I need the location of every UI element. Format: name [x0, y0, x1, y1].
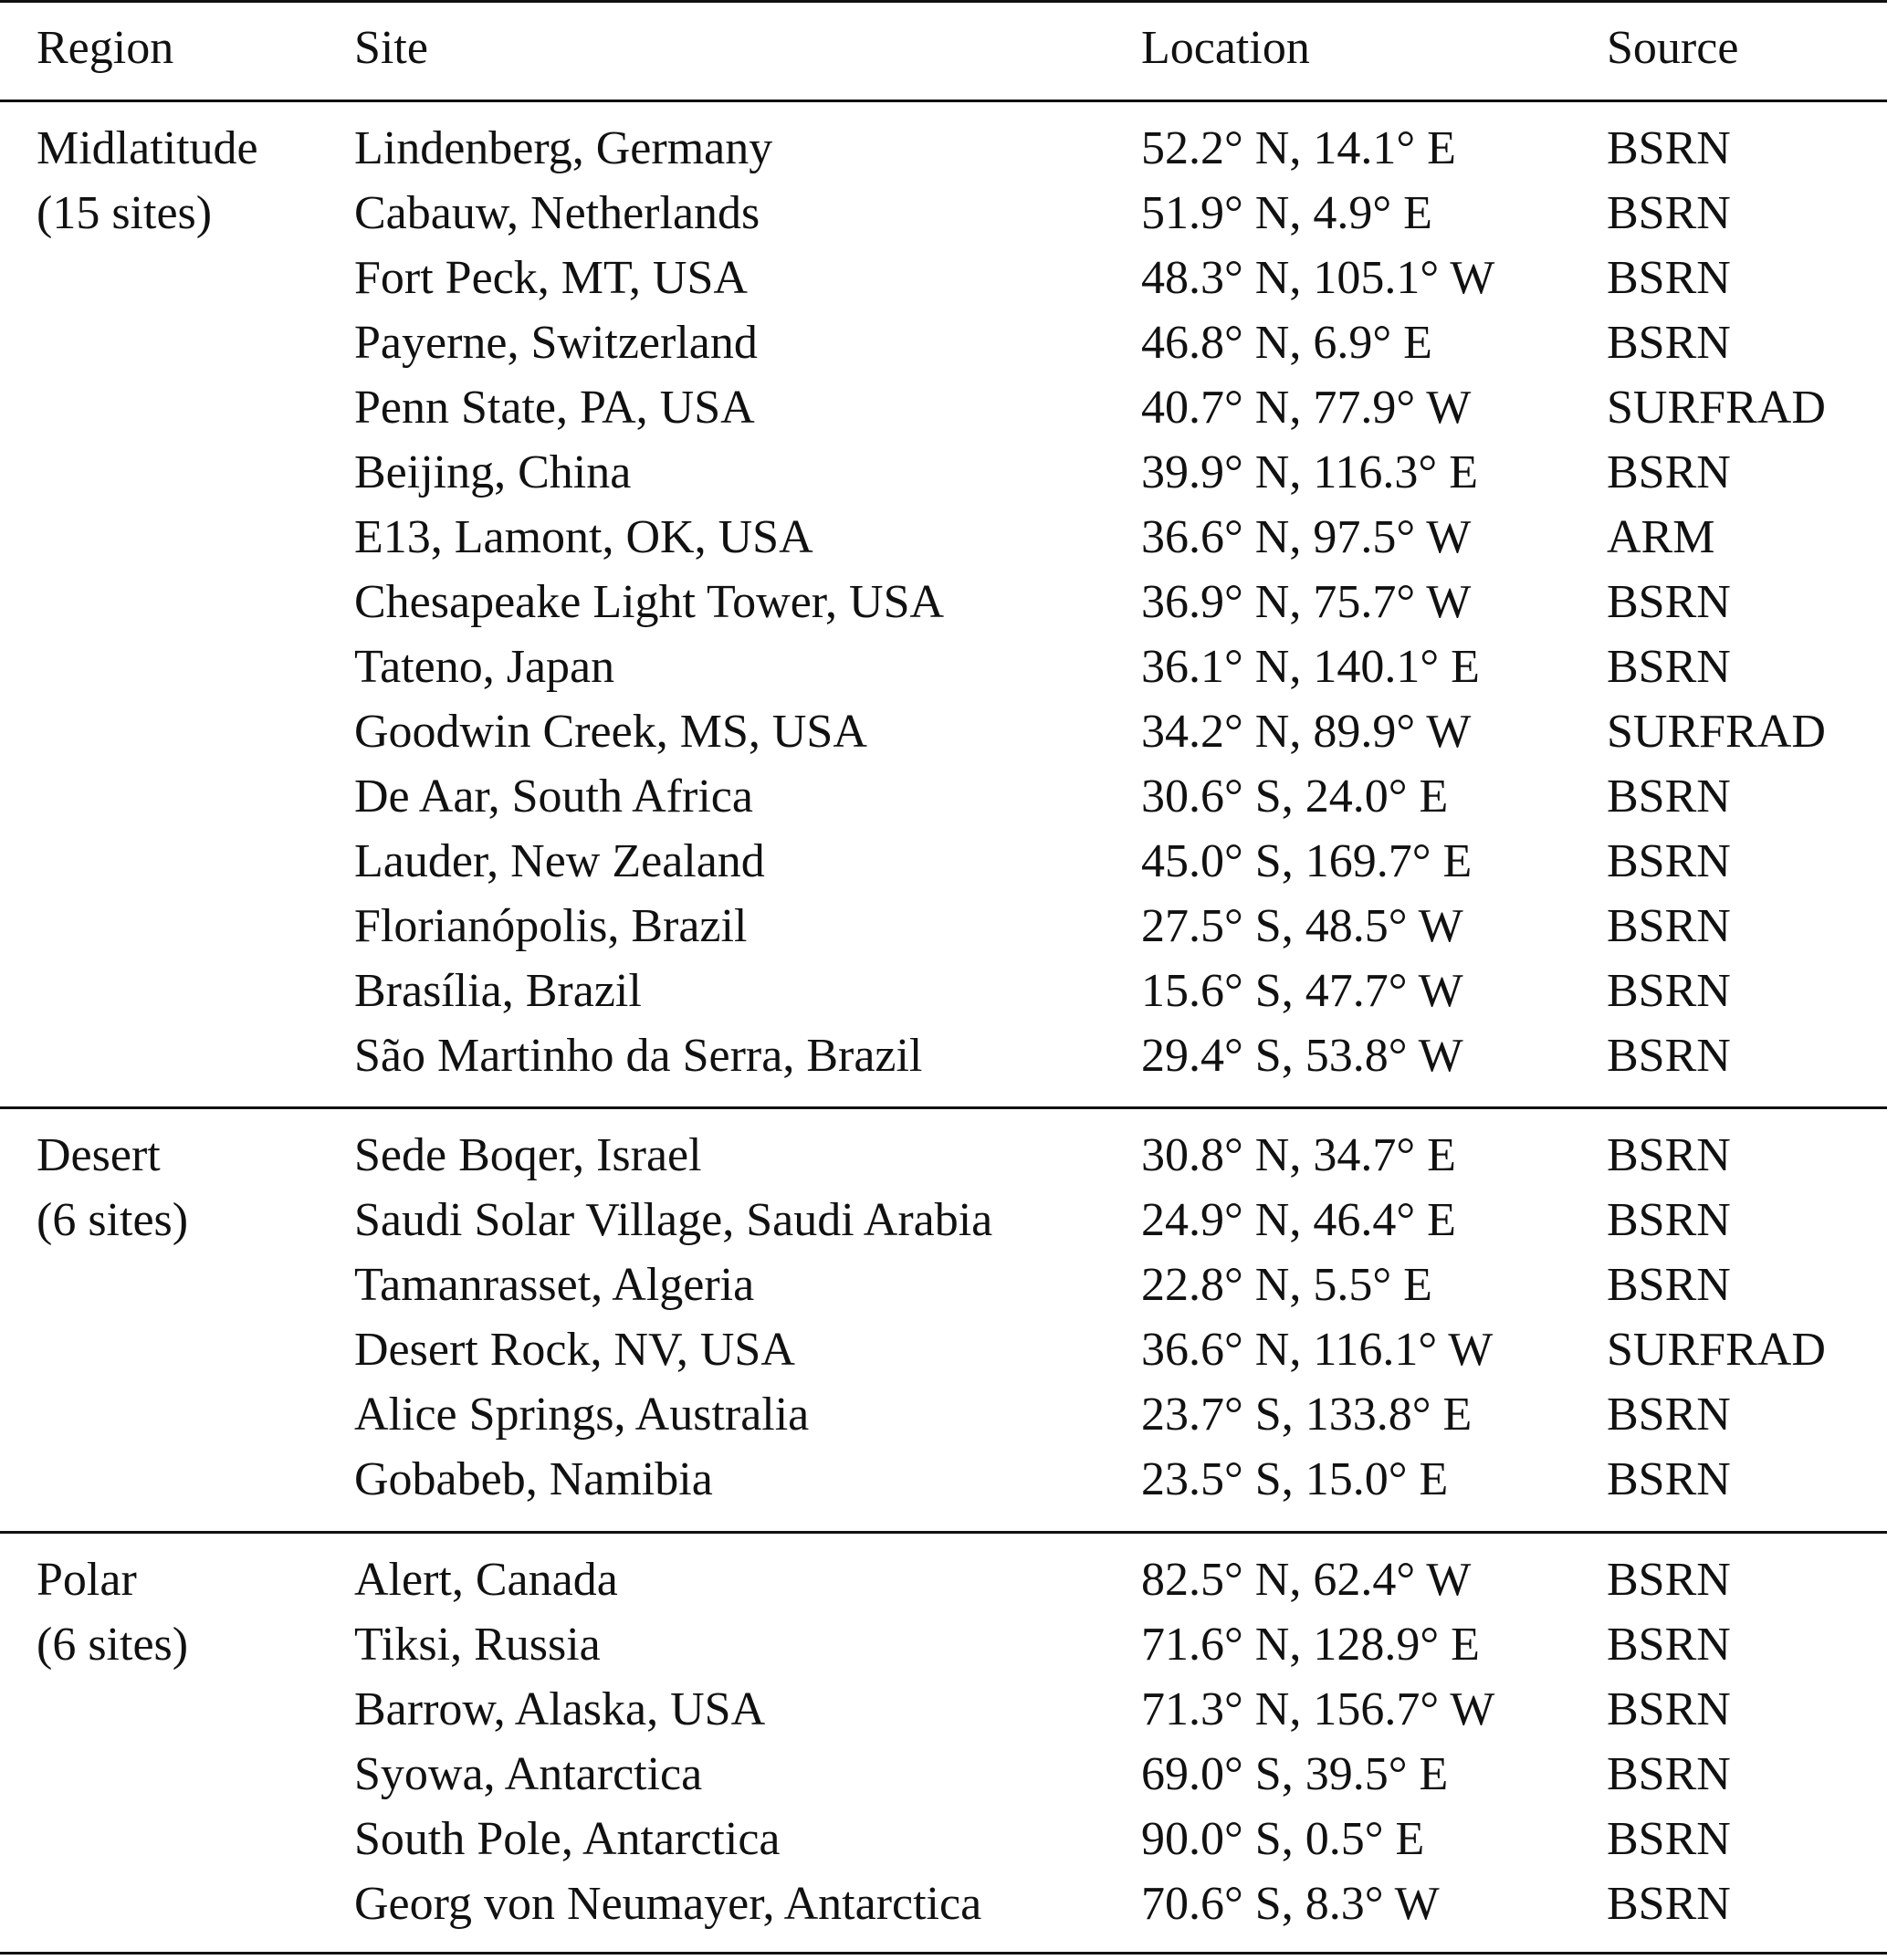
location-cell: 15.6° S, 47.7° W: [1141, 965, 1463, 1017]
site-cell: Desert Rock, NV, USA: [354, 1324, 795, 1376]
source-cell: BSRN: [1607, 187, 1731, 239]
location-cell: 48.3° N, 105.1° W: [1141, 252, 1495, 304]
table-row: [0, 1612, 1887, 1677]
site-cell: Cabauw, Netherlands: [354, 187, 760, 239]
location-cell: 82.5° N, 62.4° W: [1141, 1554, 1472, 1606]
region-name: Desert: [37, 1129, 161, 1181]
site-cell: Goodwin Creek, MS, USA: [354, 706, 867, 758]
source-cell: BSRN: [1607, 1259, 1731, 1311]
site-cell: Georg von Neumayer, Antarctica: [354, 1878, 982, 1930]
header-location: Location: [1141, 22, 1310, 74]
source-cell: BSRN: [1607, 1030, 1731, 1082]
site-cell: Fort Peck, MT, USA: [354, 252, 748, 304]
site-cell: Gobabeb, Namibia: [354, 1453, 713, 1505]
location-cell: 36.1° N, 140.1° E: [1141, 641, 1480, 693]
table-row: [0, 1447, 1887, 1512]
table-row: [0, 1742, 1887, 1807]
site-cell: Saudi Solar Village, Saudi Arabia: [354, 1194, 993, 1246]
location-cell: 36.6° N, 97.5° W: [1141, 511, 1472, 563]
site-cell: Payerne, Switzerland: [354, 317, 758, 369]
source-cell: BSRN: [1607, 1813, 1731, 1865]
site-cell: Beijing, China: [354, 446, 632, 498]
location-cell: 45.0° S, 169.7° E: [1141, 835, 1473, 887]
table-row: [0, 1871, 1887, 1936]
site-cell: Alice Springs, Australia: [354, 1389, 810, 1441]
table-row: [0, 1188, 1887, 1253]
location-cell: 27.5° S, 48.5° W: [1141, 900, 1463, 952]
location-cell: 23.5° S, 15.0° E: [1141, 1453, 1449, 1505]
location-cell: 30.8° N, 34.7° E: [1141, 1129, 1456, 1181]
table-row: [0, 116, 1887, 181]
site-cell: Barrow, Alaska, USA: [354, 1683, 766, 1735]
region-count: (6 sites): [37, 1619, 189, 1671]
location-cell: 52.2° N, 14.1° E: [1141, 122, 1456, 174]
location-cell: 70.6° S, 8.3° W: [1141, 1878, 1440, 1930]
site-cell: Syowa, Antarctica: [354, 1748, 703, 1800]
table-row: [0, 894, 1887, 959]
table-row: [0, 959, 1887, 1023]
top-rule: [0, 0, 1887, 3]
source-cell: BSRN: [1607, 1748, 1731, 1800]
source-cell: BSRN: [1607, 1554, 1731, 1606]
table-row: [0, 764, 1887, 829]
bottom-rule: [0, 1952, 1887, 1955]
location-cell: 90.0° S, 0.5° E: [1141, 1813, 1425, 1865]
site-cell: Alert, Canada: [354, 1554, 618, 1606]
header-region: Region: [37, 22, 174, 74]
site-cell: Tiksi, Russia: [354, 1619, 601, 1671]
location-cell: 36.9° N, 75.7° W: [1141, 576, 1472, 628]
region-count: (15 sites): [37, 187, 213, 239]
location-cell: 69.0° S, 39.5° E: [1141, 1748, 1449, 1800]
location-cell: 34.2° N, 89.9° W: [1141, 706, 1472, 758]
table-row: [0, 699, 1887, 764]
group-separator-rule: [0, 1106, 1887, 1109]
source-cell: BSRN: [1607, 1389, 1731, 1441]
location-cell: 36.6° N, 116.1° W: [1141, 1324, 1494, 1376]
location-cell: 40.7° N, 77.9° W: [1141, 382, 1472, 434]
location-cell: 24.9° N, 46.4° E: [1141, 1194, 1456, 1246]
table-row: [0, 829, 1887, 894]
table-row: [0, 310, 1887, 375]
location-cell: 22.8° N, 5.5° E: [1141, 1259, 1432, 1311]
site-cell: De Aar, South Africa: [354, 770, 753, 823]
region-name: Polar: [37, 1554, 137, 1606]
site-cell: Tamanrasset, Algeria: [354, 1259, 755, 1311]
location-cell: 46.8° N, 6.9° E: [1141, 317, 1432, 369]
source-cell: BSRN: [1607, 1453, 1731, 1505]
table-row: [0, 375, 1887, 440]
site-cell: Florianópolis, Brazil: [354, 900, 748, 952]
site-cell: São Martinho da Serra, Brazil: [354, 1030, 923, 1082]
source-cell: BSRN: [1607, 1194, 1731, 1246]
source-cell: BSRN: [1607, 317, 1731, 369]
table-row: [0, 1677, 1887, 1742]
source-cell: BSRN: [1607, 1683, 1731, 1735]
table-row: [0, 570, 1887, 634]
source-cell: SURFRAD: [1607, 1324, 1826, 1376]
source-cell: BSRN: [1607, 965, 1731, 1017]
source-cell: SURFRAD: [1607, 706, 1826, 758]
site-cell: Chesapeake Light Tower, USA: [354, 576, 945, 628]
source-cell: BSRN: [1607, 576, 1731, 628]
source-cell: BSRN: [1607, 900, 1731, 952]
table-row: [0, 1547, 1887, 1612]
table-row: [0, 181, 1887, 246]
location-cell: 71.6° N, 128.9° E: [1141, 1619, 1480, 1671]
location-cell: 30.6° S, 24.0° E: [1141, 770, 1449, 823]
source-cell: SURFRAD: [1607, 382, 1826, 434]
source-cell: ARM: [1607, 511, 1715, 563]
source-cell: BSRN: [1607, 1619, 1731, 1671]
header-source: Source: [1607, 22, 1739, 74]
location-cell: 51.9° N, 4.9° E: [1141, 187, 1432, 239]
source-cell: BSRN: [1607, 446, 1731, 498]
site-cell: Lauder, New Zealand: [354, 835, 765, 887]
site-cell: Tateno, Japan: [354, 641, 615, 693]
location-cell: 29.4° S, 53.8° W: [1141, 1030, 1463, 1082]
site-cell: Sede Boqer, Israel: [354, 1129, 702, 1181]
table-row: [0, 1807, 1887, 1871]
header-site: Site: [354, 22, 428, 74]
source-cell: BSRN: [1607, 835, 1731, 887]
source-cell: BSRN: [1607, 1878, 1731, 1930]
site-cell: E13, Lamont, OK, USA: [354, 511, 813, 563]
region-name: Midlatitude: [37, 122, 258, 174]
site-cell: Lindenberg, Germany: [354, 122, 773, 174]
source-cell: BSRN: [1607, 1129, 1731, 1181]
region-count: (6 sites): [37, 1194, 189, 1246]
group-separator-rule: [0, 1531, 1887, 1534]
table-row: [0, 634, 1887, 699]
location-cell: 39.9° N, 116.3° E: [1141, 446, 1478, 498]
table-row: [0, 1317, 1887, 1382]
source-cell: BSRN: [1607, 122, 1731, 174]
site-cell: South Pole, Antarctica: [354, 1813, 781, 1865]
table-row: [0, 1023, 1887, 1088]
source-cell: BSRN: [1607, 252, 1731, 304]
table-row: [0, 440, 1887, 505]
table-row: [0, 1123, 1887, 1188]
site-cell: Brasília, Brazil: [354, 965, 642, 1017]
table-row: [0, 246, 1887, 310]
site-cell: Penn State, PA, USA: [354, 382, 755, 434]
table-row: [0, 1253, 1887, 1317]
source-cell: BSRN: [1607, 641, 1731, 693]
header-row: [0, 16, 1887, 80]
table-row: [0, 1382, 1887, 1447]
header-rule: [0, 100, 1887, 102]
source-cell: BSRN: [1607, 770, 1731, 823]
location-cell: 71.3° N, 156.7° W: [1141, 1683, 1495, 1735]
location-cell: 23.7° S, 133.8° E: [1141, 1389, 1473, 1441]
table-row: [0, 505, 1887, 570]
